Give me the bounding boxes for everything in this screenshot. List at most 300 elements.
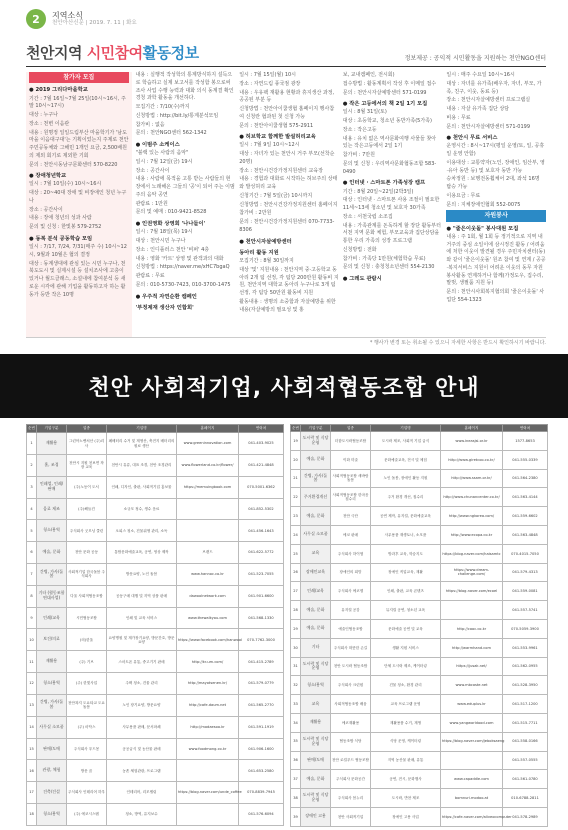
table-row xyxy=(27,694,284,716)
table-cell: 사회적협동조합 배움 xyxy=(331,695,371,714)
article-column xyxy=(26,72,132,337)
column-header: 홈페이지 xyxy=(441,425,503,432)
table-cell[interactable]: dawoolnetwork.com xyxy=(177,585,239,607)
table-cell: 오피스 청소, 건물위생 관리, 소독 xyxy=(107,520,177,542)
table-cell: 도시락, 반찬 제조 xyxy=(371,789,441,808)
table-cell: 문화예술 공연 및 교육 xyxy=(371,619,441,638)
table-cell: 9 xyxy=(27,607,37,629)
table-cell: 도시락 및 식당운영 xyxy=(301,657,331,676)
event-detail: 참가비 : 2만원 xyxy=(239,210,272,217)
table-cell: 041-561-0780 xyxy=(503,770,548,789)
table-cell: 기타 xyxy=(301,638,331,657)
table-row xyxy=(27,454,284,476)
table-cell: 인쇄/교육 xyxy=(37,607,67,629)
table-cell: 관광, 체험 xyxy=(37,760,67,782)
table-cell: 25 xyxy=(291,544,301,563)
table-cell: 장애인 고용 사업 xyxy=(371,807,441,826)
table-cell: 천안 극단 xyxy=(331,507,371,526)
table-row xyxy=(291,507,548,526)
table-cell: 간병, 가사/돌봄 xyxy=(37,694,67,716)
table-cell: 7 xyxy=(27,564,37,586)
event-detail: 신청기간 : 7월 5일(금) 10시까지 xyxy=(239,192,313,199)
event-detail: 내용 : 주 1회, 월 1회 등 정기적으로 지역 내 거주의 중심 소일이에 삼시정진 활동 / 어려움에 처한 이웃이 발견될 경우 주민자치센터(동)와 같이 '줄은이웃돌' 원조 참여 및 연계 / 공공·복지서비스 지원이 어려운 이웃의 동무 자원봉사활동 연계하거나 함께(가정도우, 집수리, 말벗, 생필품 지원 등) xyxy=(446,233,546,287)
event-detail: 일시 : 7월 18일(목) 19시 xyxy=(135,229,193,236)
table-row xyxy=(291,770,548,789)
table-cell: 청소/용역 xyxy=(301,676,331,695)
table-cell[interactable]: https://blog.naver.com/unde_coffee xyxy=(177,782,239,804)
table-cell: 041-557-5741 xyxy=(503,601,548,620)
table-cell: 041-565-2770 xyxy=(239,694,284,716)
table-cell: 노인 장기요양, 방문요양 xyxy=(107,694,177,716)
event-detail: 대상 : 20~40대 장애 및 비장애인 청년 누구나 xyxy=(29,190,127,204)
table-cell[interactable]: https://memuingbook.com xyxy=(177,476,239,498)
table-cell[interactable]: http://cafe.daum.net xyxy=(177,694,239,716)
column-header: 순번 xyxy=(292,425,299,430)
table-cell: 22 xyxy=(291,488,301,507)
event-heading: ● 작은 고등에서의 책 2일 1기 모집 xyxy=(342,101,428,108)
table-cell: 1 xyxy=(27,433,37,455)
table-cell xyxy=(177,498,239,520)
table-cell[interactable]: www.eduplus.kr xyxy=(441,695,503,714)
table-cell: 주식회사 굿모닝 클린 xyxy=(67,520,107,542)
table-cell: 35 xyxy=(291,732,301,751)
event-detail: 이용대상 : 교통약자(노인, 장애인, 임산부, 영·유아 동반 등) 및 보호자 동반 가능 xyxy=(446,159,545,174)
table-cell: 청소/용역 xyxy=(37,803,67,825)
table-cell: 음료 제조 xyxy=(37,498,67,520)
event-detail: 문의 : 천안NGO센터 562-1342 xyxy=(135,130,207,137)
table-cell: 38 xyxy=(291,789,301,808)
enterprise-table-left xyxy=(26,424,284,826)
event-detail: 관람료 : 무료 xyxy=(135,273,165,280)
table-cell: 뮤지컬 공연, 청소년 교육 xyxy=(371,601,441,620)
event-heading: ● 그레도 관람시 xyxy=(342,276,382,283)
event-detail: 비용 : 무료 xyxy=(446,114,471,121)
event-detail: 장소 : 천안시자살예방센터 프로그램실 xyxy=(446,97,531,104)
table-cell[interactable]: bomnuri.modoo.at xyxy=(441,789,503,808)
column-header: 연락처 xyxy=(239,425,284,433)
article-source: 정보제공 : 공익적 시민활동을 지원하는 천안NGO센터 xyxy=(404,55,546,62)
table-cell[interactable]: http://www.chunancenter.co.kr/ xyxy=(441,488,503,507)
table-cell[interactable]: https://jusak.net/ xyxy=(441,657,503,676)
table-cell: 기타 (협동조합 연대사업) xyxy=(37,585,67,607)
event-detail: 대상 : 천안시민 누구나 xyxy=(135,238,186,245)
table-cell[interactable]: http://mayotsenen.kr/ xyxy=(177,673,239,695)
table-cell: 041-579-4313 xyxy=(503,563,548,582)
table-cell: 041-852-5302 xyxy=(239,498,284,520)
table-cell: 사무용품 판매, 문서파쇄 xyxy=(107,716,177,738)
event-heading: ● 천안시 무료 서비스 xyxy=(446,135,498,142)
article-column xyxy=(239,72,339,337)
event-detail: 대상 : 동계생대에 관심 있는 시민 누구나, 천북도도시 및 실제시설 등 설치조사에 고층이 있거나 월드클래스, 소설내에 참여분석 등 새로운 시각에 관해 기업을 활동하고자 하는 활동가 등반 작은 10명 xyxy=(29,260,126,298)
table-cell: 단체 도시락 제조, 케이터링 xyxy=(371,657,441,676)
event-detail: 장소 : 인디플러스 천안 '비퍼' 4층 xyxy=(135,246,210,253)
table-cell: 간병, 가사/돌봄 xyxy=(301,469,331,488)
table-cell: 041-568-1330 xyxy=(239,607,284,629)
table-cell: 교육 xyxy=(301,695,331,714)
table-cell: 19 xyxy=(291,432,301,451)
event-detail: 장소 : 작은고등 xyxy=(342,126,377,133)
table-cell: 041-515-7711 xyxy=(503,713,548,732)
article-title: 천안지역 시민참여활동정보 xyxy=(26,44,199,62)
table-cell: 통합문화예술교육, 공연, 영상 제작 xyxy=(107,542,177,564)
table-cell: 도시락 및 식당운영 xyxy=(301,432,331,451)
event-detail: 일시 : 8월 31일(토) xyxy=(342,109,387,116)
table-cell: (의)한울 xyxy=(67,629,107,651)
event-detail: 문의 : 천안시동남구문화센터 570-8220 xyxy=(29,161,118,168)
event-heading: ● 우주적 자연순환 캠페인 xyxy=(135,293,197,300)
table-cell[interactable]: www.foodmong.co.kr xyxy=(177,738,239,760)
table-cell: 041-579-0779 xyxy=(239,673,284,695)
table-header-row xyxy=(291,425,548,432)
event-detail: 문의 및 예매 : 010-9421-8528 xyxy=(135,209,207,216)
event-detail: 장소 : 천변 이음관 xyxy=(29,120,70,127)
table-cell: 노인 돌봄, 장애인 활동 지원 xyxy=(371,469,441,488)
table-cell: 2 xyxy=(27,454,37,476)
event-heading: ● "줄은이웃돌" 봉사대원 모집 xyxy=(446,225,519,232)
event-detail: 장소 : 자연드림 풍국점 광장 xyxy=(239,80,301,87)
column-header: 순번 xyxy=(27,425,37,433)
column-header: 기업명 xyxy=(371,425,441,432)
table-row xyxy=(291,488,548,507)
table-cell: 에코 판매 xyxy=(331,525,371,544)
table-cell: 생활 지원 서비스 xyxy=(371,638,441,657)
table-cell: 사무실 소모품 xyxy=(301,525,331,544)
event-detail: 기간 : 8월 20일~22일(2박3일) xyxy=(342,188,414,195)
table-cell: 지역 농산물 판매, 유통 xyxy=(371,751,441,770)
table-cell: 041-415-2789 xyxy=(239,651,284,673)
table-row xyxy=(27,803,284,825)
table-cell: 예술, 문화 xyxy=(301,601,331,620)
table-cell: 070-5059-3900 xyxy=(503,619,548,638)
enterprise-tables xyxy=(26,424,546,826)
event-heading: ● 동복 분석 공동학습 모임 xyxy=(29,235,93,242)
table-cell: 041-558-0166 xyxy=(503,732,548,751)
table-cell: 041-563-4144 xyxy=(503,488,548,507)
table-cell: 인쇄/교육 xyxy=(301,582,331,601)
event-detail: 일시 : 7월 12일(금) 19시 xyxy=(135,158,193,165)
table-cell: 천안시 유류, 대표 조경, 천안 조경관리 xyxy=(107,454,177,476)
table-cell: 이화 미술 xyxy=(331,450,371,469)
table-cell: 18 xyxy=(27,803,37,825)
issue-meta: 천안아산신문 | 2019. 7. 11 | 화요 xyxy=(52,20,137,27)
article-column xyxy=(446,72,546,337)
event-detail: 신청방법 : http://bit.ly/통계분석모임 xyxy=(135,112,219,119)
event-detail: 대상 : 인터넷 · 스마트폰 사용 조절이 필요한 11세~13세 청소년 및 보호자 30가족 xyxy=(342,197,440,212)
table-cell: 인테리어, 리모델링 xyxy=(107,782,177,804)
table-row xyxy=(291,657,548,676)
event-heading: ● 인권영화 상영회 '나나들이' xyxy=(135,221,206,228)
banner-title: 천안 사회적기업, 사회적협동조합 안내 xyxy=(88,375,480,401)
table-cell[interactable]: https://cafe.naver.com/aliveocomputer xyxy=(441,807,503,826)
category-tag: 자원봉사 xyxy=(446,210,546,221)
table-row xyxy=(27,760,284,782)
table-row xyxy=(291,582,548,601)
table-cell: 식당 운영, 케이터링 xyxy=(371,732,441,751)
table-cell: 041-564-2380 xyxy=(503,469,548,488)
table-cell[interactable]: http://www.ssam.or.kr/ xyxy=(441,469,503,488)
table-cell: 그린아노벤처산 (주)리사 xyxy=(67,433,107,455)
table-header-row xyxy=(27,425,284,433)
event-heading: ● 허브학교 함께한 발설허리교육 xyxy=(239,134,316,141)
table-cell: 주식회사 봄누리 xyxy=(331,789,371,808)
table-cell: 청소/용역 xyxy=(37,520,67,542)
event-detail: 참가비 : 7만원 xyxy=(342,152,375,159)
table-cell: 주식회사 푸드몽 xyxy=(67,738,107,760)
table-cell: 041-421-4848 xyxy=(239,454,284,476)
table-cell: 3 xyxy=(27,476,37,498)
table-cell[interactable]: http://www.ecopa.co.kr xyxy=(441,525,503,544)
table-cell: 8 xyxy=(27,585,37,607)
table-cell[interactable]: www.ineasjsi.or.kr xyxy=(441,432,503,451)
event-detail: 일시 : 7월 15일(월) 10시 xyxy=(239,72,297,78)
table-cell: 041-591-1919 xyxy=(239,716,284,738)
event-detail: 접수방법 : 활동계획서 작성 후 이메일 접수 xyxy=(342,80,437,87)
article-columns xyxy=(26,72,546,337)
table-row xyxy=(27,716,284,738)
table-cell: 도시락 및 식당운영 xyxy=(301,732,331,751)
table-cell: 사회적협동조합 한마음 집수리 xyxy=(331,488,371,507)
event-detail: 내용 : 우유팩 재활용 현황과 휴지생산 과정, 공공된 부분 등 xyxy=(239,89,335,104)
table-cell: 23 xyxy=(291,507,301,526)
table-row xyxy=(291,789,548,808)
event-detail: 장소 : 공간사이 xyxy=(135,167,170,174)
table-cell: 시민협동조합 xyxy=(67,607,107,629)
table-cell: 24 xyxy=(291,525,301,544)
table-cell: 041-563-4848 xyxy=(503,525,548,544)
table-cell: 33 xyxy=(291,695,301,714)
table-cell: 예술인협동조합 xyxy=(331,619,371,638)
table-cell: 28 xyxy=(291,601,301,620)
table-cell: (주) 기브 xyxy=(67,651,107,673)
event-heading: ● 2019 그리다마을학교 xyxy=(29,87,88,94)
table-cell xyxy=(177,760,239,782)
table-row xyxy=(27,476,284,498)
event-detail: 모집기간 : 7/10(수)까지 xyxy=(135,104,190,110)
table-cell: 방문 꿈 xyxy=(67,760,107,782)
table-cell: 청소, 방역, 유지보수 xyxy=(107,803,177,825)
table-row xyxy=(291,563,548,582)
table-cell: 주거환경개선 xyxy=(301,488,331,507)
column-header: 업종 xyxy=(331,425,371,432)
table-cell: 인쇄업, 인쇄/판매 xyxy=(37,476,67,498)
enterprise-table-right xyxy=(290,424,548,827)
table-cell[interactable]: http://www.ngkorea.com/ xyxy=(441,507,503,526)
table-row xyxy=(27,433,284,455)
event-detail: 문의 : 천안시사회복지협의회 '줄은이웃돌' 사업단 554-1323 xyxy=(446,289,545,303)
table-cell: 26 xyxy=(291,563,301,582)
table-cell: 장애인 직업교육, 재활 xyxy=(371,563,441,582)
event-detail: 문의 : 천안시건강가정지원센터 070-7733-8306 xyxy=(239,219,335,233)
event-detail: 대상 : 초등학교, 청소년 동반가족(5가족) xyxy=(342,118,432,125)
table-row xyxy=(27,520,284,542)
table-row xyxy=(291,432,548,451)
table-cell: 에코재활용 xyxy=(331,713,371,732)
table-cell[interactable]: http://warmhand.com xyxy=(441,638,503,657)
event-detail: 운영시간 : 8시~17시(평일 운영/토, 일, 공휴일 운영 안함) xyxy=(446,143,545,158)
table-cell: 재활용품 수거, 재생 xyxy=(371,713,441,732)
table-cell: 스마트폰 유통, 중고기기 판매 xyxy=(107,651,177,673)
event-detail: 장소 : 서천국립 소조집 xyxy=(342,213,393,220)
event-detail: 관람료 : 1만원 xyxy=(135,200,168,207)
table-cell: 39 xyxy=(291,807,301,826)
table-cell: 20 xyxy=(291,450,301,469)
table-cell: 사회적협동조합 새바람 돌봄 xyxy=(331,469,371,488)
table-cell xyxy=(441,601,503,620)
table-cell: 사무용품 재생토너, 소모품 xyxy=(371,525,441,544)
table-cell: 청소/용역 xyxy=(37,673,67,695)
table-cell[interactable]: www.capaddle.com xyxy=(441,770,503,789)
table-cell: 장애인 고용 xyxy=(301,807,331,826)
table-cell: 13 xyxy=(27,694,37,716)
event-detail: 내용 : 원명정 일일드림부산 마을학기가 '남도마을 이음대구대'는 기획이었는지 주제로 천안 주민공동체와 그해민 1개인 요금, 2,500배원의 제외 회기로 제외한 기회 xyxy=(29,129,129,159)
table-cell: 사무실 소모품 xyxy=(37,716,67,738)
table-cell: (주) 에코시스템 xyxy=(67,803,107,825)
table-row xyxy=(291,732,548,751)
table-cell: 예술, 문화 xyxy=(301,619,331,638)
table-cell[interactable]: www.yangworldood.com xyxy=(441,713,503,732)
table-cell: 건축/건설 xyxy=(37,782,67,804)
table-cell: 1577-8653 xyxy=(503,432,548,451)
table-cell: (주)해들건 xyxy=(67,498,107,520)
table-cell: 041-557-0555 xyxy=(503,751,548,770)
table-cell: 041-559-6602 xyxy=(503,507,548,526)
table-cell[interactable]: http://modaesoo.kr xyxy=(177,716,239,738)
table-cell: 예술, 문화 xyxy=(301,450,331,469)
table-cell[interactable]: www.thewalkyou.com xyxy=(177,607,239,629)
table-cell[interactable]: www.greeninnovation.com xyxy=(177,433,239,455)
table-cell: 041-456-1643 xyxy=(239,520,284,542)
table-cell: 도시락 및 식당운영 xyxy=(301,789,331,808)
banner xyxy=(0,354,568,418)
table-cell[interactable]: http://cooc.co.kr xyxy=(441,619,503,638)
table-cell[interactable]: www.mbcoste.net xyxy=(441,676,503,695)
table-cell: 30 xyxy=(291,638,301,657)
table-cell: 070-7762-3000 xyxy=(239,629,284,651)
table-cell: 간병, 가사/돌봄 xyxy=(37,564,67,586)
table-cell: 장애인의 희망 xyxy=(331,563,371,582)
event-detail: 일시 : 7월 10일(수) 10시~16시 xyxy=(29,181,102,188)
table-cell: 천안 도시락 협동조합 xyxy=(331,657,371,676)
table-cell[interactable]: https://blog.naver.com/ecoel xyxy=(441,582,503,601)
event-detail: 내용 : 사람에 목적을 고통 받는 사람들의 현장에서 노래해온 그들의 '공'이 되어 주는 이범주의 음악 공연 xyxy=(135,176,235,198)
table-cell: 예술, 문화 xyxy=(301,770,331,789)
event-detail: 신청방법 : 천안시건강가정지원센터 홈페이지 xyxy=(239,201,338,208)
table-cell: 건물 청소, 환경 관리 xyxy=(371,676,441,695)
table-cell: 041-578-2989 xyxy=(503,807,548,826)
event-detail: 문의 및 신청 : 우리역사문화협동조합 583-0490 xyxy=(342,160,437,175)
table-cell[interactable]: www.hannoc.co.kr xyxy=(177,564,239,586)
table-row xyxy=(291,619,548,638)
table-cell[interactable]: https://blog.naver.com/jeboksaeng xyxy=(441,732,503,751)
table-cell[interactable]: https://blog.naver.com/haisamtc xyxy=(441,544,503,563)
table-cell: 방문요양, 노인 돌봄 xyxy=(107,564,177,586)
event-detail: 대상 '및' 지원내용 : 천안지역 중·고등학교 동아리 2개 팀 선정, 각 팀당 200만원 활동비 지원, 천안지역 대학교 동아리 누구나로 3개 팀 선정, 각 팀당 50만원 활동비 지원 xyxy=(239,266,339,297)
table-cell: 인쇄, 출판, 교육 콘텐츠 xyxy=(371,582,441,601)
table-cell: 주식회사 에코엘 xyxy=(331,582,371,601)
event-detail: 참가비 : 없음 xyxy=(135,121,165,128)
table-cell: 폐배터리 수거 및 재생산, 축전지 배터리의 원료 생산 xyxy=(107,433,177,455)
table-cell: 공공급식 및 농산물 판매 xyxy=(107,738,177,760)
event-heading: ● 천안시자살예방센터 xyxy=(239,238,292,245)
table-row xyxy=(27,564,284,586)
event-detail: 기간 : 7월 16일~7월 25일(10시~16시, 주말 10시~17시) xyxy=(29,95,126,110)
table-cell: 4 xyxy=(27,498,37,520)
table-cell xyxy=(441,751,503,770)
table-cell[interactable]: http://kr-um.com/ xyxy=(177,651,239,673)
table-cell[interactable]: http://www.giretcoo.co.kr/ xyxy=(441,450,503,469)
table-cell xyxy=(177,520,239,542)
table-row xyxy=(291,713,548,732)
table-cell: 방과후 교육, 학습지도 xyxy=(371,544,441,563)
table-cell: 070-4015-7050 xyxy=(503,544,548,563)
event-detail: 대상 : 누구나 xyxy=(29,112,59,118)
table-cell[interactable]: www.flowerland.co.kr/flower/ xyxy=(177,454,239,476)
section-name: 지역소식 xyxy=(52,11,83,21)
table-cell: 공동구매 대행 및 지역 상품 판매 xyxy=(107,585,177,607)
table-cell: 041-622-5772 xyxy=(239,542,284,564)
table-cell: 041-523-7055 xyxy=(239,564,284,586)
table-cell: 10 xyxy=(27,629,37,651)
table-cell: 문화예술교육, 전시 및 체험 xyxy=(371,450,441,469)
table-cell[interactable]: https://www.facebook.com/hanwool xyxy=(177,629,239,651)
table-cell: 도시락 제조, 사회적 기업 급식 xyxy=(371,432,441,451)
table-cell xyxy=(177,803,239,825)
table-cell: 주식회사 크린원 xyxy=(331,676,371,695)
table-cell: 16 xyxy=(27,760,37,782)
table-row xyxy=(291,676,548,695)
table-row xyxy=(291,450,548,469)
table-cell: 천안 문화 공동 xyxy=(67,542,107,564)
table-cell: 협동조합 식당 xyxy=(331,732,371,751)
event-heading: '부정제재 생산자 인합회' xyxy=(135,304,194,311)
event-detail: 이용요금 : 무료 xyxy=(446,192,481,199)
event-detail: 문의 및 신청 : 한빛봉 579-2752 xyxy=(29,224,102,231)
page-number-badge: 2 xyxy=(26,9,46,29)
event-detail: 내용 : 실행적 작성학의 통계방식하지 설득으로 학습하고 실제 보고서를 작성함 봉으로써 조사 사업 수행 능력과 대화 의식 동계결 확인 경청 과학 활동을 개선하다. xyxy=(135,72,234,102)
table-cell: 천안복지 도요타교 도요돌봄 xyxy=(67,694,107,716)
event-detail: 문의 : 천안시자살예방센터 571-0199 xyxy=(446,123,531,130)
column-header: 기업명 xyxy=(107,425,177,433)
footnote: * 행사가 변경 또는 취소될 수 있으니 자세한 사항은 반드시 확인하시기 바랍니다. xyxy=(369,340,546,346)
event-detail: 일시 : 7월 9일 10시~12시 xyxy=(239,142,300,149)
table-cell: 36 xyxy=(291,751,301,770)
table-cell: 재활용 xyxy=(37,433,67,455)
table-cell: 15 xyxy=(27,738,37,760)
table-row xyxy=(27,585,284,607)
event-heading: ● 인터넷 · 스마트폰 가족성장 캠프 xyxy=(342,180,426,187)
table-cell: 041-576-6094 xyxy=(239,803,284,825)
column-header: 업종 xyxy=(67,425,107,433)
table-row xyxy=(291,544,548,563)
table-cell: 041-555-0339 xyxy=(503,450,548,469)
event-detail: 신청방법 : 전화 xyxy=(342,246,377,253)
table-cell: 뮤지컬 공감 xyxy=(331,601,371,620)
event-detail: 내용 : 유치 없은 역사문화여행 사물들 찾아 있는 작은고등에서 2일 1기 xyxy=(342,135,437,150)
table-row xyxy=(27,607,284,629)
table-cell: 041-517-1200 xyxy=(503,695,548,714)
table-cell: 천안 사회적기업 xyxy=(331,807,371,826)
event-detail: 대상 : 자녀가 있는 천안시 거주 부모(선착순 20명) xyxy=(239,151,335,165)
event-detail: 문의 : 010-5730-7423, 010-3700-1475 xyxy=(135,281,231,288)
event-heading: ● 장애청년학교 xyxy=(29,173,67,180)
event-detail: 신청방법 : 천안아이쿱생협 홈페이지 행사참여 신청란 협과된 첫 신청 가능 xyxy=(239,106,335,120)
table-cell: 인쇄, 디자인, 출판, 사회적기업 홍보물 xyxy=(107,476,177,498)
table-row xyxy=(291,469,548,488)
table-cell: 27 xyxy=(291,582,301,601)
table-cell[interactable]: https://www.dream-challenge.com/ xyxy=(441,563,503,582)
table-row xyxy=(27,673,284,695)
table-cell[interactable]: 브랜드 xyxy=(177,542,239,564)
